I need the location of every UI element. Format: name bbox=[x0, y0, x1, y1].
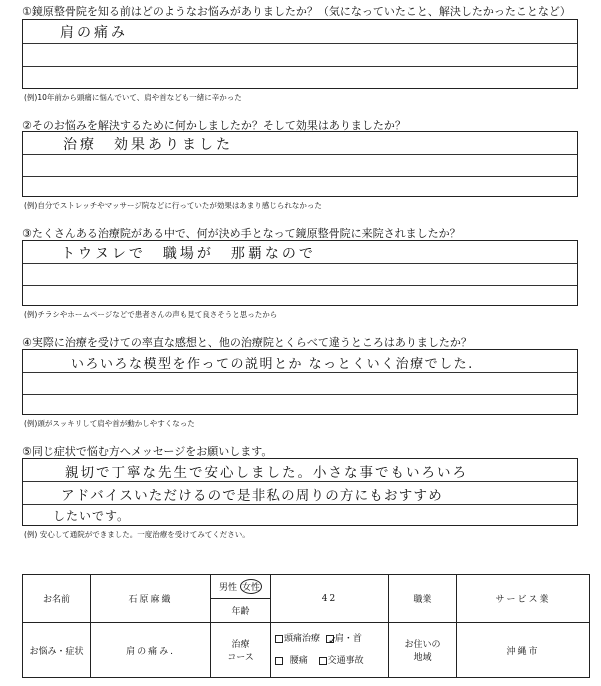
question-5-answer-box bbox=[22, 458, 578, 526]
question-2-title: ②そのお悩みを解決するために何かしましたか？そして効果はありましたか？ bbox=[22, 119, 406, 132]
question-2-answer-box bbox=[22, 131, 578, 197]
question-3-answer-box bbox=[22, 240, 578, 306]
question-5-answer-line-3: したいです。 bbox=[53, 509, 131, 523]
name-value: 石原麻織 bbox=[91, 575, 211, 623]
profile-table bbox=[22, 574, 590, 678]
course-option-backpain: 腰痛 bbox=[289, 656, 308, 666]
course-label bbox=[211, 623, 271, 678]
gender-male: 男性 bbox=[219, 583, 238, 593]
question-4-answer: いろいろな模型を作っての説明とか なっとくいく治療でした. bbox=[71, 357, 474, 372]
check-mark-icon: ✓ bbox=[327, 633, 338, 647]
age-value: 42 bbox=[271, 575, 389, 623]
question-4-example: (例)頭がスッキリして肩や首が動かしやすくなった bbox=[24, 419, 195, 428]
question-3-example: (例)チラシやホームページなどで患者さんの声も見て良さそうと思ったから bbox=[24, 310, 278, 319]
course-checkbox-headache[interactable] bbox=[275, 635, 283, 643]
question-1-answer: 肩の痛み bbox=[60, 25, 128, 41]
symptom-value: 肩の痛み. bbox=[91, 623, 211, 678]
question-2-answer: 治療 効果ありました bbox=[63, 137, 233, 153]
age-label: 年齢 bbox=[211, 599, 271, 623]
gender-female: 女性 bbox=[240, 579, 262, 594]
course-label-line-2: コース bbox=[227, 653, 254, 663]
course-option-traffic: 交通事故 bbox=[327, 656, 364, 666]
course-checkbox-backpain[interactable] bbox=[275, 657, 283, 665]
question-2-example: (例)自分でストレッチやマッサージ院などに行っていたが効果はあまり感じられなかった bbox=[24, 201, 322, 210]
question-1-example: (例)10年前から頭痛に悩んでいて、肩や首なども一緒に辛かった bbox=[24, 93, 242, 102]
area-label bbox=[389, 623, 457, 678]
question-3-answer: トウヌレで 職場が 那覇なので bbox=[61, 246, 316, 262]
question-4-title: ④実際に治療を受けての率直な感想と、他の治療院とくらべて違うところはありましたか？ bbox=[22, 336, 472, 349]
course-checkbox-shoulder-neck[interactable] bbox=[326, 633, 338, 647]
question-1-answer-box bbox=[22, 19, 578, 89]
area-label-line-1: お住いの bbox=[404, 640, 441, 650]
question-5-example: (例) 安心して通院ができました。一度治療を受けてみてください。 bbox=[24, 530, 250, 539]
question-5-answer-line-1: 親切で丁寧な先生で安心しました。小さな事でもいろいろ bbox=[65, 465, 468, 481]
area-label-line-2: 地域 bbox=[413, 653, 432, 663]
question-3-title: ③たくさんある治療院がある中で、何が決め手となって鏡原整骨院に来院されましたか？ bbox=[22, 227, 461, 240]
question-1-title: ①鏡原整骨院を知る前はどのようなお悩みがありましたか？（気になっていたこと、解決したかったことなど） bbox=[22, 5, 571, 18]
gender-cell bbox=[211, 575, 271, 599]
course-option-shoulder-neck: 肩・首 bbox=[334, 634, 362, 644]
name-label: お名前 bbox=[23, 575, 91, 623]
area-value: 沖縄市 bbox=[457, 623, 590, 678]
question-5-title: ⑤同じ症状で悩む方へメッセージをお願いします。 bbox=[22, 445, 273, 458]
question-4-answer-box bbox=[22, 349, 578, 415]
course-checkbox-traffic[interactable] bbox=[319, 657, 327, 665]
question-5-answer-line-2: アドバイスいただけるので是非私の周りの方にもおすすめ bbox=[61, 488, 443, 504]
course-option-headache: 頭痛治療 bbox=[284, 634, 321, 644]
job-label: 職業 bbox=[389, 575, 457, 623]
course-label-line-1: 治療 bbox=[231, 640, 250, 650]
symptom-label: お悩み・症状 bbox=[23, 623, 91, 678]
course-options bbox=[271, 623, 389, 678]
job-value: サービス業 bbox=[457, 575, 590, 623]
